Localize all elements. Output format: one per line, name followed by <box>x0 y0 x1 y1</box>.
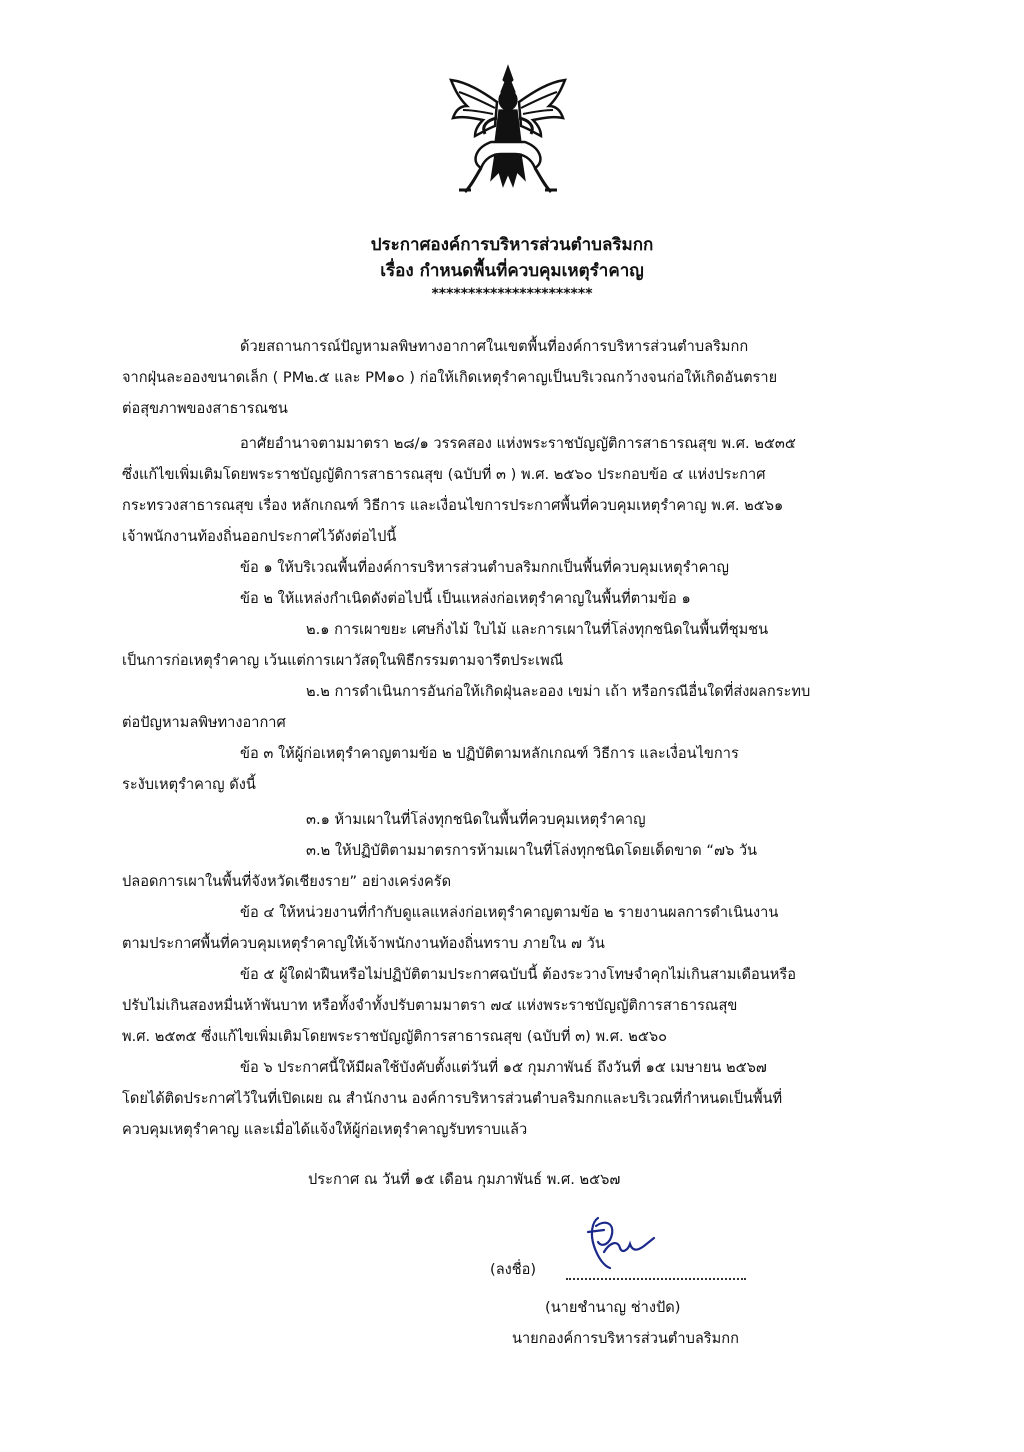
paragraph-line: ตามประกาศพื้นที่ควบคุมเหตุรำคาญให้เจ้าพนักงานท้องถิ่นทราบ ภายใน ๗ วัน <box>122 935 605 952</box>
signer-position: นายกองค์การบริหารส่วนตำบลริมกก <box>512 1330 739 1347</box>
subclause-2-1: ๒.๑ การเผาขยะ เศษกิ่งไม้ ใบไม้ และการเผาในที่โล่งทุกชนิดในพื้นที่ชุมชน <box>306 621 769 638</box>
announcement-header <box>0 232 1024 304</box>
paragraph-line: ควบคุมเหตุรำคาญ และเมื่อได้แจ้งให้ผู้ก่อเหตุรำคาญรับทราบแล้ว <box>122 1121 528 1138</box>
clause-4: ข้อ ๔ ให้หน่วยงานที่กำกับดูแลแหล่งก่อเหตุรำคาญตามข้อ ๒ รายงานผลการดำเนินงาน <box>240 904 779 921</box>
subclause-2-2: ๒.๒ การดำเนินการอันก่อให้เกิดฝุ่นละออง เขม่า เถ้า หรือกรณีอื่นใดที่ส่งผลกระทบ <box>306 683 811 700</box>
announcement-title: ประกาศองค์การบริหารส่วนตำบลริมกก <box>370 235 654 255</box>
signature-block <box>490 1212 790 1282</box>
paragraph-line: อาศัยอำนาจตามมาตรา ๒๘/๑ วรรคสอง แห่งพระราชบัญญัติการสาธารณสุข พ.ศ. ๒๕๓๕ <box>240 435 796 452</box>
subclause-3-1: ๓.๑ ห้ามเผาในที่โล่งทุกชนิดในพื้นที่ควบคุมเหตุรำคาญ <box>306 811 646 828</box>
paragraph-line: ระงับเหตุรำคาญ ดังนี้ <box>122 776 256 793</box>
paragraph-line: พ.ศ. ๒๕๓๕ ซึ่งแก้ไขเพิ่มเติมโดยพระราชบัญญัติการสาธารณสุข (ฉบับที่ ๓) พ.ศ. ๒๕๖๐ <box>122 1028 668 1045</box>
clause-3: ข้อ ๓ ให้ผู้ก่อเหตุรำคาญตามข้อ ๒ ปฏิบัติตามหลักเกณฑ์ วิธีการ และเงื่อนไขการ <box>240 745 739 762</box>
sign-label: (ลงชื่อ) <box>490 1261 537 1278</box>
paragraph-line: ด้วยสถานการณ์ปัญหามลพิษทางอากาศในเขตพื้นที่องค์การบริหารส่วนตำบลริมกก <box>240 338 749 355</box>
paragraph-line: ซึ่งแก้ไขเพิ่มเติมโดยพระราชบัญญัติการสาธารณสุข (ฉบับที่ ๓ ) พ.ศ. ๒๕๖๐ ประกอบข้อ ๔ แห่งประกาศ <box>122 466 766 483</box>
paragraph-line: เป็นการก่อเหตุรำคาญ เว้นแต่การเผาวัสดุในพิธีกรรมตามจารีตประเพณี <box>122 652 564 669</box>
subclause-3-2: ๓.๒ ให้ปฏิบัติตามมาตรการห้ามเผาในที่โล่งทุกชนิดโดยเด็ดขาด “๗๖ วัน <box>306 842 758 859</box>
announcement-body <box>122 331 912 1145</box>
paragraph-line: เจ้าพนักงานท้องถิ่นออกประกาศไว้ดังต่อไปนี้ <box>122 528 397 545</box>
header-divider: ********************** <box>431 286 593 302</box>
paragraph-line: จากฝุ่นละอองขนาดเล็ก ( PM๒.๕ และ PM๑๐ ) ก่อให้เกิดเหตุรำคาญเป็นบริเวณกว้างจนก่อให้เกิดอันตราย <box>122 369 778 386</box>
handwritten-signature <box>574 1212 674 1272</box>
paragraph-line: โดยได้ติดประกาศไว้ในที่เปิดเผย ณ สำนักงาน องค์การบริหารส่วนตำบลริมกกและบริเวณที่กำหนดเป็นพื้นที่ <box>122 1090 783 1107</box>
paragraph-line: ต่อปัญหามลพิษทางอากาศ <box>122 714 286 731</box>
signer-name: (นายชำนาญ ช่างปัด) <box>545 1299 681 1316</box>
paragraph-line: ปรับไม่เกินสองหมื่นห้าพันบาท หรือทั้งจำทั้งปรับตามมาตรา ๗๔ แห่งพระราชบัญญัติการสาธารณสุข <box>122 997 738 1014</box>
signature-line <box>566 1278 746 1280</box>
clause-6: ข้อ ๖ ประกาศนี้ให้มีผลใช้บังคับตั้งแต่วันที่ ๑๕ กุมภาพันธ์ ถึงวันที่ ๑๕ เมษายน ๒๕๖๗ <box>240 1059 767 1076</box>
garuda-emblem-icon <box>445 62 571 202</box>
clause-5: ข้อ ๕ ผู้ใดฝ่าฝืนหรือไม่ปฏิบัติตามประกาศฉบับนี้ ต้องระวางโทษจำคุกไม่เกินสามเดือนหรือ <box>240 966 796 983</box>
announcement-subject: เรื่อง กำหนดพื้นที่ควบคุมเหตุรำคาญ <box>380 261 644 281</box>
paragraph-line: ปลอดการเผาในพื้นที่จังหวัดเชียงราย” อย่างเคร่งครัด <box>122 873 452 890</box>
clause-1: ข้อ ๑ ให้บริเวณพื้นที่องค์การบริหารส่วนตำบลริมกกเป็นพื้นที่ควบคุมเหตุรำคาญ <box>240 559 729 576</box>
paragraph-line: ต่อสุขภาพของสาธารณชน <box>122 400 288 417</box>
clause-2: ข้อ ๒ ให้แหล่งกำเนิดดังต่อไปนี้ เป็นแหล่งก่อเหตุรำคาญในพื้นที่ตามข้อ ๑ <box>240 590 691 607</box>
announcement-date: ประกาศ ณ วันที่ ๑๕ เดือน กุมภาพันธ์ พ.ศ. ๒๕๖๗ <box>308 1171 621 1188</box>
paragraph-line: กระทรวงสาธารณสุข เรื่อง หลักเกณฑ์ วิธีการ และเงื่อนไขการประกาศพื้นที่ควบคุมเหตุรำคาญ พ.ศ. ๒๕๖๑ <box>122 497 784 514</box>
